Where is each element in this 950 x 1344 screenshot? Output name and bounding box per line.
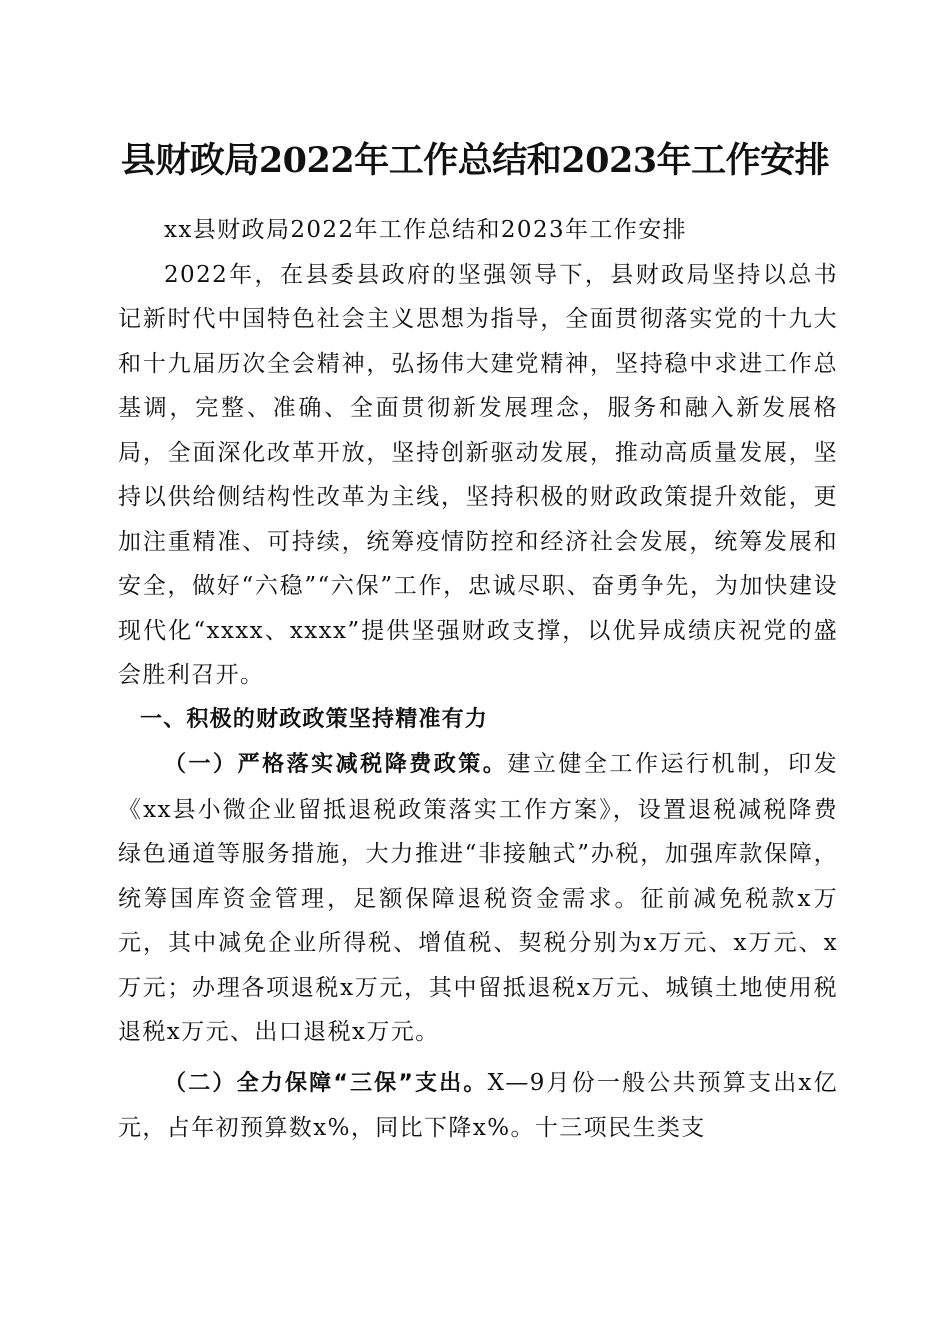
- item-1-text: 建立健全工作运行机制，印发《xx县小微企业留抵退税政策落实工作方案》，设置退税减税降费绿色通道等服务措施，大力推进“非接触式”办税，加强库款保障，统筹国库资金管理，足额保障退税资金需求。征前减免税款x万元，其中减免企业所得税、增值税、契税分别为x万元、x万元、x万元；办理各项退税x万元，其中留抵退税x万元、城镇土地使用税退税x万元、出口退税x万元。: [118, 751, 838, 1045]
- item-1-lead: （一）严格落实减税降费政策。: [164, 752, 508, 777]
- document-body: [118, 208, 838, 1151]
- intro-paragraph: 2022年，在县委县政府的坚强领导下，县财政局坚持以总书记新时代中国特色社会主义思想为指导，全面贯彻落实党的十九大和十九届历次全会精神，弘扬伟大建党精神，坚持稳中求进工作总基调，完整、准确、全面贯彻新发展理念，服务和融入新发展格局，全面深化改革开放，坚持创新驱动发展，推动高质量发展，坚持以供给侧结构性改革为主线，坚持积极的财政政策提升效能，更加注重精准、可持续，统筹疫情防控和经济社会发展，统筹发展和安全，做好“六稳”“六保”工作，忠诚尽职、奋勇争先，为加快建设现代化“xxxx、xxxx”提供坚强财政支撑，以优异成绩庆祝党的盛会胜利召开。: [118, 261, 838, 688]
- paragraph-item-2: [118, 1061, 838, 1151]
- document-subtitle: xx县财政局2022年工作总结和2023年工作安排: [164, 217, 688, 243]
- item-2-lead: （二）全力保障“三保”支出。: [164, 1070, 488, 1096]
- item-2-text: X—9月份一般公共预算支出x亿元，占年初预算数x%，同比下降x%。十三项民生类支: [118, 1069, 838, 1141]
- paragraph-item-1: [118, 742, 838, 1055]
- document-title: 县财政局2022年工作总结和2023年工作安排: [120, 140, 830, 181]
- section-heading-1: 一、积极的财政政策坚持精准有力: [140, 706, 489, 732]
